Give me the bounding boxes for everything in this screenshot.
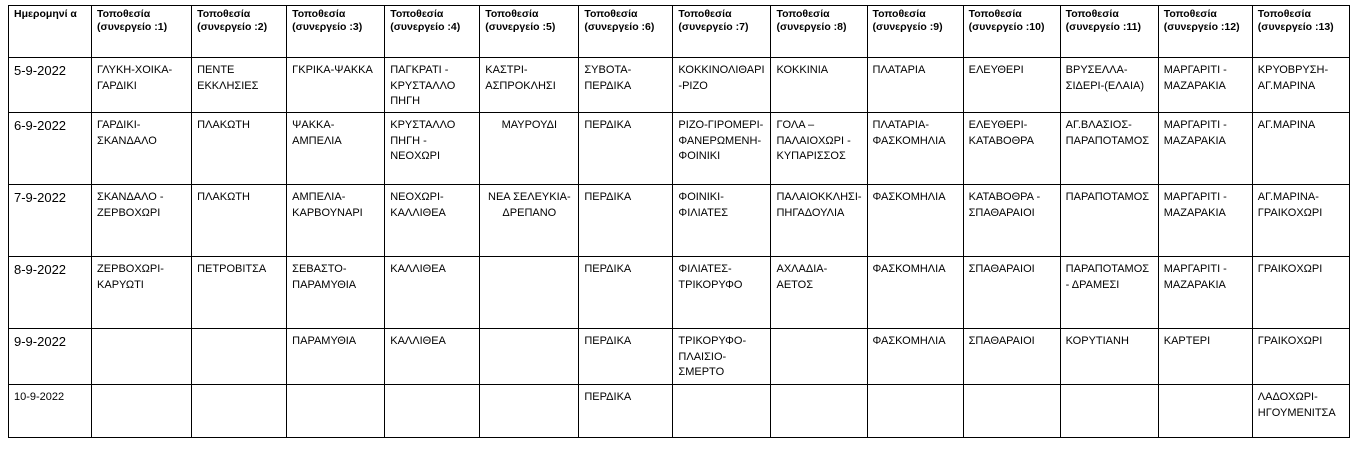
location-cell: ΠΑΓΚΡΑΤΙ - ΚΡΥΣΤΑΛΛΟ ΠΗΓΗ <box>385 58 480 113</box>
location-cell: ΨΑΚΚΑ-ΑΜΠΕΛΙΑ <box>287 113 385 185</box>
location-cell: ΣΕΒΑΣΤΟ-ΠΑΡΑΜΥΘΙΑ <box>287 257 385 329</box>
location-cell: ΕΛΕΥΘΕΡΙ <box>963 58 1060 113</box>
location-cell: ΕΛΕΥΘΕΡΙ-ΚΑΤΑΒΟΘΡΑ <box>963 113 1060 185</box>
crew-header: Τοποθεσία (συνεργείο :4) <box>385 6 480 58</box>
location-cell: ΚΟΡΥΤΙΑΝΗ <box>1060 329 1158 385</box>
location-cell <box>963 385 1060 438</box>
crew-header: Τοποθεσία (συνεργείο :1) <box>92 6 192 58</box>
location-cell: ΠΕΡΔΙΚΑ <box>579 385 673 438</box>
location-cell: ΑΜΠΕΛΙΑ-ΚΑΡΒΟΥΝΑΡΙ <box>287 185 385 257</box>
location-cell: ΦΑΣΚΟΜΗΛΙΑ <box>867 257 963 329</box>
location-cell: ΣΥΒΟΤΑ-ΠΕΡΔΙΚΑ <box>579 58 673 113</box>
location-cell: ΓΛΥΚΗ-ΧΟΙΚΑ-ΓΑΡΔΙΚΙ <box>92 58 192 113</box>
crew-header: Τοποθεσία (συνεργείο :6) <box>579 6 673 58</box>
location-cell: ΠΕΡΔΙΚΑ <box>579 113 673 185</box>
location-cell <box>480 329 579 385</box>
location-cell <box>867 385 963 438</box>
location-cell: ΜΑΡΓΑΡΙΤΙ - ΜΑΖΑΡΑΚΙΑ <box>1158 58 1252 113</box>
location-cell: ΚΡΥΟΒΡΥΣΗ-ΑΓ.ΜΑΡΙΝΑ <box>1252 58 1349 113</box>
location-cell: ΠΛΑΤΑΡΙΑ <box>867 58 963 113</box>
location-cell: ΠΕΡΔΙΚΑ <box>579 257 673 329</box>
location-cell: ΠΑΡΑΜΥΘΙΑ <box>287 329 385 385</box>
crew-header: Τοποθεσία (συνεργείο :11) <box>1060 6 1158 58</box>
crew-header: Τοποθεσία (συνεργείο :3) <box>287 6 385 58</box>
location-cell: ΡΙΖΟ-ΓΙΡΟΜΕΡΙ-ΦΑΝΕΡΩΜΕΝΗ-ΦΟΙΝΙΚΙ <box>673 113 771 185</box>
location-cell: ΚΡΥΣΤΑΛΛΟ ΠΗΓΗ - ΝΕΟΧΩΡΙ <box>385 113 480 185</box>
location-cell: ΦΑΣΚΟΜΗΛΙΑ <box>867 185 963 257</box>
location-cell <box>92 329 192 385</box>
crew-header: Τοποθεσία (συνεργείο :5) <box>480 6 579 58</box>
location-cell: ΦΑΣΚΟΜΗΛΙΑ <box>867 329 963 385</box>
location-cell <box>192 385 287 438</box>
location-cell: ΠΑΡΑΠΟΤΑΜΟΣ - ΔΡΑΜΕΣΙ <box>1060 257 1158 329</box>
table-row <box>9 385 1350 438</box>
table-row <box>9 58 1350 113</box>
location-cell: ΑΓ.ΜΑΡΙΝΑ <box>1252 113 1349 185</box>
location-cell <box>673 385 771 438</box>
table-row <box>9 185 1350 257</box>
location-cell: ΓΟΛΑ – ΠΑΛΑΙΟΧΩΡΙ - ΚΥΠΑΡΙΣΣΟΣ <box>771 113 867 185</box>
location-cell: ΜΑΥΡΟΥΔΙ <box>480 113 579 185</box>
date-cell: 5-9-2022 <box>9 58 92 113</box>
schedule-table <box>8 5 1350 438</box>
location-cell: ΚΑΤΑΒΟΘΡΑ - ΣΠΑΘΑΡΑΙΟΙ <box>963 185 1060 257</box>
crew-header: Τοποθεσία (συνεργείο :12) <box>1158 6 1252 58</box>
location-cell: ΓΡΑΙΚΟΧΩΡΙ <box>1252 329 1349 385</box>
location-cell: ΠΕΡΔΙΚΑ <box>579 329 673 385</box>
location-cell: ΒΡΥΣΕΛΛΑ-ΣΙΔΕΡΙ-(ΕΛΑΙΑ) <box>1060 58 1158 113</box>
location-cell: ΚΑΡΤΕΡΙ <box>1158 329 1252 385</box>
location-cell: ΓΚΡΙΚΑ-ΨΑΚΚΑ <box>287 58 385 113</box>
date-cell: 9-9-2022 <box>9 329 92 385</box>
crew-header: Τοποθεσία (συνεργείο :7) <box>673 6 771 58</box>
location-cell: ΣΠΑΘΑΡΑΙΟΙ <box>963 257 1060 329</box>
crew-header: Τοποθεσία (συνεργείο :9) <box>867 6 963 58</box>
location-cell: ΜΑΡΓΑΡΙΤΙ - ΜΑΖΑΡΑΚΙΑ <box>1158 113 1252 185</box>
location-cell: ΛΑΔΟΧΩΡΙ-ΗΓΟΥΜΕΝΙΤΣΑ <box>1252 385 1349 438</box>
location-cell: ΝΕΑ ΣΕΛΕΥΚΙΑ-ΔΡΕΠΑΝΟ <box>480 185 579 257</box>
location-cell: ΠΑΛΑΙΟΚΚΛΗΣΙ-ΠΗΓΑΔΟΥΛΙΑ <box>771 185 867 257</box>
date-cell: 6-9-2022 <box>9 113 92 185</box>
header-row <box>9 6 1350 58</box>
location-cell <box>480 257 579 329</box>
location-cell: ΚΑΣΤΡΙ-ΑΣΠΡΟΚΛΗΣΙ <box>480 58 579 113</box>
location-cell: ΑΧΛΑΔΙΑ-ΑΕΤΟΣ <box>771 257 867 329</box>
location-cell: ΠΛΑΚΩΤΗ <box>192 113 287 185</box>
location-cell: ΚΑΛΛΙΘΕΑ <box>385 257 480 329</box>
location-cell: ΣΚΑΝΔΑΛΟ - ΖΕΡΒΟΧΩΡΙ <box>92 185 192 257</box>
location-cell: ΣΠΑΘΑΡΑΙΟΙ <box>963 329 1060 385</box>
location-cell: ΚΑΛΛΙΘΕΑ <box>385 329 480 385</box>
location-cell: ΓΡΑΙΚΟΧΩΡΙ <box>1252 257 1349 329</box>
location-cell <box>192 329 287 385</box>
table-row <box>9 113 1350 185</box>
location-cell <box>771 329 867 385</box>
location-cell: ΑΓ.ΒΛΑΣΙΟΣ-ΠΑΡΑΠΟΤΑΜΟΣ <box>1060 113 1158 185</box>
location-cell: ΚΟΚΚΙΝΙΑ <box>771 58 867 113</box>
location-cell: ΠΕΝΤΕ ΕΚΚΛΗΣΙΕΣ <box>192 58 287 113</box>
location-cell <box>287 385 385 438</box>
location-cell <box>1060 385 1158 438</box>
location-cell: ΠΛΑΤΑΡΙΑ-ΦΑΣΚΟΜΗΛΙΑ <box>867 113 963 185</box>
location-cell: ΠΕΡΔΙΚΑ <box>579 185 673 257</box>
location-cell: ΠΛΑΚΩΤΗ <box>192 185 287 257</box>
crew-header: Τοποθεσία (συνεργείο :10) <box>963 6 1060 58</box>
location-cell <box>1158 385 1252 438</box>
date-cell: 7-9-2022 <box>9 185 92 257</box>
location-cell: ΜΑΡΓΑΡΙΤΙ - ΜΑΖΑΡΑΚΙΑ <box>1158 257 1252 329</box>
crew-header: Τοποθεσία (συνεργείο :8) <box>771 6 867 58</box>
location-cell: ΖΕΡΒΟΧΩΡΙ-ΚΑΡΥΩΤΙ <box>92 257 192 329</box>
location-cell <box>92 385 192 438</box>
table-row <box>9 257 1350 329</box>
date-header: Ημερομηνί α <box>9 6 92 58</box>
table-row <box>9 329 1350 385</box>
crew-header: Τοποθεσία (συνεργείο :13) <box>1252 6 1349 58</box>
location-cell <box>771 385 867 438</box>
location-cell <box>385 385 480 438</box>
location-cell <box>480 385 579 438</box>
location-cell: ΓΑΡΔΙΚΙ-ΣΚΑΝΔΑΛΟ <box>92 113 192 185</box>
location-cell: ΠΑΡΑΠΟΤΑΜΟΣ <box>1060 185 1158 257</box>
location-cell: ΚΟΚΚΙΝΟΛΙΘΑΡΙ-ΡΙΖΟ <box>673 58 771 113</box>
date-cell: 8-9-2022 <box>9 257 92 329</box>
crew-header: Τοποθεσία (συνεργείο :2) <box>192 6 287 58</box>
location-cell: ΑΓ.ΜΑΡΙΝΑ-ΓΡΑΙΚΟΧΩΡΙ <box>1252 185 1349 257</box>
location-cell: ΠΕΤΡΟΒΙΤΣΑ <box>192 257 287 329</box>
location-cell: ΤΡΙΚΟΡΥΦΟ-ΠΛΑΙΣΙΟ-ΣΜΕΡΤΟ <box>673 329 771 385</box>
location-cell: ΜΑΡΓΑΡΙΤΙ - ΜΑΖΑΡΑΚΙΑ <box>1158 185 1252 257</box>
location-cell: ΦΙΛΙΑΤΕΣ-ΤΡΙΚΟΡΥΦΟ <box>673 257 771 329</box>
location-cell: ΝΕΟΧΩΡΙ-ΚΑΛΛΙΘΕΑ <box>385 185 480 257</box>
date-cell: 10-9-2022 <box>9 385 92 438</box>
location-cell: ΦΟΙΝΙΚΙ-ΦΙΛΙΑΤΕΣ <box>673 185 771 257</box>
